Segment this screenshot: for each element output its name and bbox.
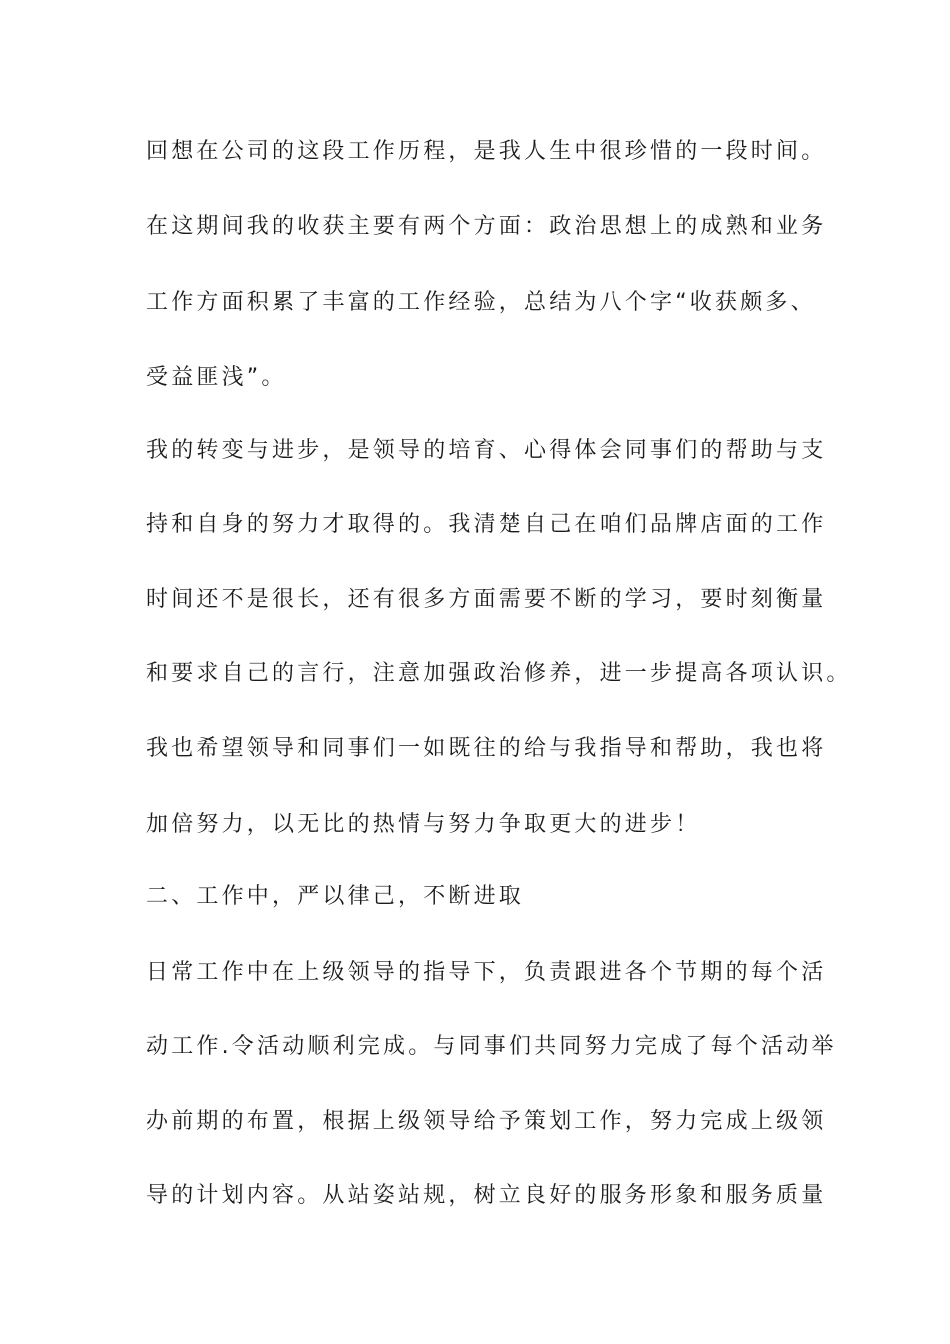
paragraph-line: 时间还不是很长，还有很多方面需要不断的学习，要时刻衡量 bbox=[146, 587, 827, 612]
paragraph-line: 回想在公司的这段工作历程，是我人生中很珍惜的一段时间。 bbox=[146, 139, 827, 164]
paragraph-line: 导的计划内容。从站姿站规，树立良好的服务形象和服务质量 bbox=[146, 1183, 827, 1208]
paragraph-line: 日常工作中在上级领导的指导下，负责跟进各个节期的每个活 bbox=[146, 960, 827, 985]
paragraph-line: 和要求自己的言行，注意加强政治修养，进一步提高各项认识。 bbox=[146, 661, 852, 686]
paragraph-line: 工作方面积累了丰富的工作经验，总结为八个字“收获颇多、 bbox=[146, 290, 816, 315]
paragraph-line: 动工作.令活动顺利完成。与同事们共同努力完成了每个活动举 bbox=[146, 1034, 837, 1059]
paragraph-line: 加倍努力，以无比的热情与努力争取更大的进步！ bbox=[146, 812, 701, 837]
paragraph-line: 在这期间我的收获主要有两个方面：政治思想上的成熟和业务 bbox=[146, 214, 827, 239]
section-heading: 二、工作中，严以律己，不断进取 bbox=[146, 884, 525, 909]
paragraph-line: 我也希望领导和同事们一如既往的给与我指导和帮助，我也将 bbox=[146, 736, 827, 761]
paragraph-line: 受益匪浅”。 bbox=[146, 365, 287, 390]
paragraph-line: 办前期的布置，根据上级领导给予策划工作，努力完成上级领 bbox=[146, 1109, 827, 1134]
paragraph-line: 持和自身的努力才取得的。我清楚自己在咱们品牌店面的工作 bbox=[146, 512, 827, 537]
paragraph-line: 我的转变与进步，是领导的培育、心得体会同事们的帮助与支 bbox=[146, 438, 827, 463]
